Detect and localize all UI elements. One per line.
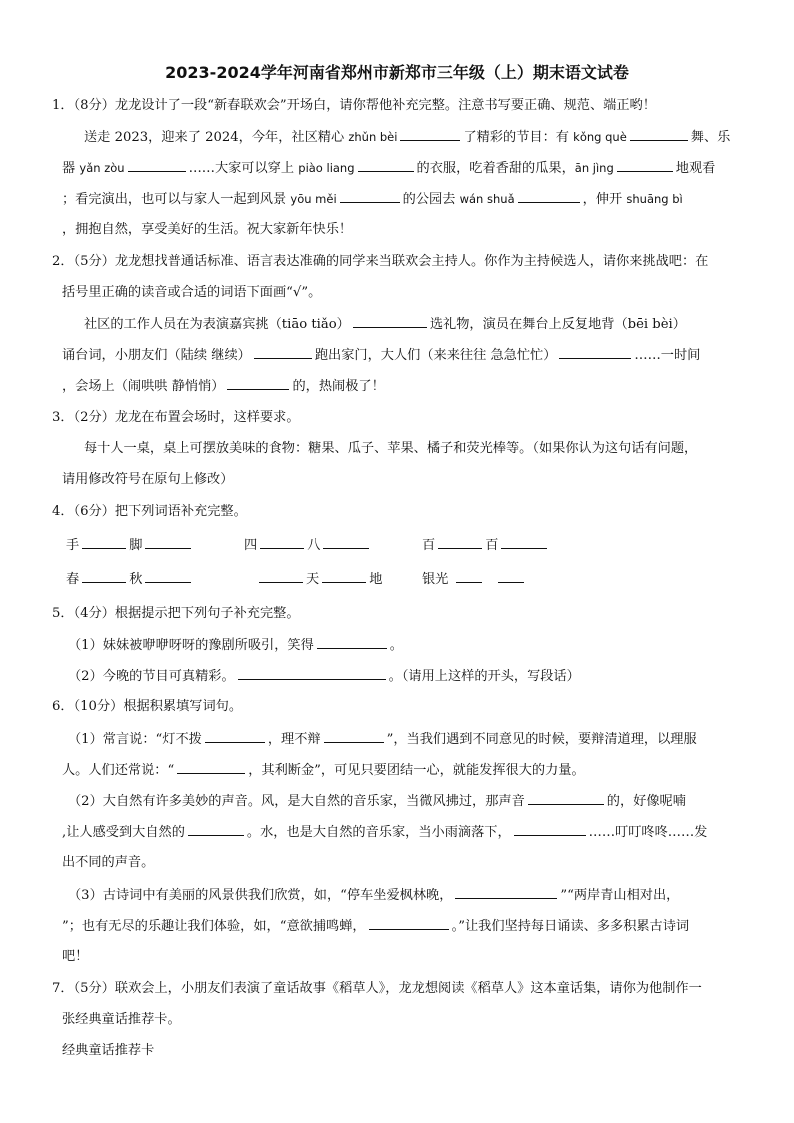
q1-line-3 [62, 190, 683, 209]
q6-part2-line2 [62, 823, 707, 842]
answer-blank[interactable] [259, 570, 303, 583]
q6-text: ”，当我们遇到不同意见的时候，要辩清道理，以理服 [386, 732, 697, 747]
q3-heading: 3．（2分）龙龙在布置会场时，这样要求。 [52, 410, 300, 425]
answer-blank[interactable] [324, 730, 384, 743]
answer-blank[interactable] [188, 823, 244, 836]
q2-text: 社区的工作人员在为表演嘉宾挑（tiāo tiǎo） [84, 317, 350, 332]
idiom-silver-light [422, 570, 527, 589]
answer-blank[interactable] [145, 570, 191, 583]
q6-part3-line2 [62, 917, 689, 936]
answer-blank[interactable] [358, 159, 414, 172]
q1-line-1 [84, 128, 730, 147]
q6-text: （1）常言说：“灯不拨 [68, 732, 202, 747]
answer-blank[interactable] [559, 346, 631, 359]
q5-text: 。（请用上这样的开头，写段话） [388, 669, 580, 684]
q2-line-1 [84, 315, 686, 334]
pinyin-zhunbei: zhǔn bèi [348, 130, 398, 144]
pinyin-piaoliang: piào liang [298, 161, 355, 175]
q1-text: 的衣服，吃着香甜的瓜果， [416, 161, 575, 176]
answer-blank[interactable] [238, 667, 386, 680]
idiom-char: 脚 [129, 538, 143, 553]
q5-line-2 [68, 667, 580, 686]
idiom-hand-foot [66, 536, 194, 555]
q6-text: ，理不辩 [267, 732, 321, 747]
q3-line-1: 每十人一桌，桌上可摆放美味的食物：糖果、瓜子、苹果、橘子和荧光棒等。（如果你认为这句话有问题， [84, 441, 698, 456]
pinyin-yanzou: yǎn zòu [79, 161, 125, 175]
q1-line-4: ，拥抱自然，享受美好的生活。祝大家新年快乐！ [62, 222, 353, 237]
q2-line-2 [62, 346, 700, 365]
q6-text: ,让人感受到大自然的 [62, 825, 185, 840]
answer-blank[interactable] [82, 570, 126, 583]
answer-blank[interactable] [353, 315, 427, 328]
q6-text: （2）大自然有许多美妙的声音。风，是大自然的音乐家，当微风拂过，那声音 [68, 794, 525, 809]
q1-text: 地观看 [675, 161, 716, 176]
q7-heading-2: 张经典童话推荐卡。 [62, 1012, 181, 1027]
q2-text: 选礼物，演员在舞台上反复地背（bēi bèi） [429, 317, 686, 332]
answer-blank[interactable] [227, 377, 289, 390]
q6-part2-line1 [68, 792, 686, 811]
answer-blank[interactable] [528, 792, 604, 805]
idiom-char: 银光 [422, 572, 449, 587]
q2-text: ，会场上（闹哄哄 静悄悄） [62, 379, 225, 394]
q2-text: 诵台词，小朋友们（陆续 继续） [62, 348, 251, 363]
answer-blank[interactable] [145, 536, 191, 549]
q7-heading: 7．（5分）联欢会上，小朋友们表演了童话故事《稻草人》，龙龙想阅读《稻草人》这本童话集，请你为他制作一 [52, 981, 702, 996]
q6-part2-line3: 出不同的声音。 [62, 855, 155, 870]
idiom-char: 百 [485, 538, 499, 553]
answer-blank[interactable] [455, 886, 557, 899]
q1-text: 送走 2023，迎来了 2024，今年，社区精心 [84, 130, 349, 145]
q6-text: 的，好像呢喃 [606, 794, 686, 809]
q2-heading: 2．（5分）龙龙想找普通话标准、语言表达准确的同学来当联欢会主持人。你作为主持候选人，请你来挑战吧：在 [52, 254, 709, 269]
idiom-char: 百 [422, 538, 436, 553]
q1-text: ，伸开 [582, 192, 627, 207]
q6-text: ”“两岸青山相对出， [560, 888, 680, 903]
answer-blank[interactable] [518, 190, 580, 203]
q1-text: 器 [62, 161, 80, 176]
q6-text: （3）古诗词中有美丽的风景供我们欣赏，如，“停车坐爱枫林晚， [68, 888, 453, 903]
pinyin-anjing: ān jìng [574, 161, 614, 175]
idiom-char: 四 [244, 538, 258, 553]
q5-text: 。 [389, 638, 403, 653]
q6-part1-line2 [62, 761, 585, 780]
idiom-char: 八 [307, 538, 321, 553]
idiom-spring-autumn [66, 570, 194, 589]
idiom-four-eight [244, 536, 372, 555]
pinyin-kongque: kǒng què [573, 130, 627, 144]
q6-text: 。”让我们坚持每日诵读、多多积累古诗词 [451, 919, 690, 934]
q1-text: 舞、乐 [690, 130, 731, 145]
idiom-hundred-hundred [422, 536, 550, 555]
answer-blank[interactable] [369, 917, 449, 930]
q5-text: （2）今晚的节目可真精彩。 [68, 669, 235, 684]
q1-heading: 1．（8分）龙龙设计了一段“新春联欢会”开场白，请你帮他补充完整。注意书写要正确、规范、端正哟！ [52, 98, 656, 113]
q1-text: ……大家可以穿上 [188, 161, 299, 176]
pinyin-shuangbi: shuāng bì [626, 192, 683, 206]
q6-heading: 6．（10分）根据积累填写词句。 [52, 699, 243, 714]
answer-blank[interactable] [514, 823, 586, 836]
q6-part3-line3: 吧！ [62, 949, 89, 964]
q6-part3-line1 [68, 886, 679, 905]
answer-blank[interactable] [438, 536, 482, 549]
q6-text: 人。人们还常说：“ [62, 763, 175, 778]
exam-title: 2023-2024学年河南省郑州市新郑市三年级（上）期末语文试卷 [165, 63, 629, 82]
recommendation-card-title: 经典童话推荐卡 [62, 1043, 155, 1058]
q6-text: ……叮叮咚咚……发 [588, 825, 708, 840]
idiom-char: 秋 [129, 572, 143, 587]
answer-blank[interactable] [317, 636, 387, 649]
q6-text: ”；也有无尽的乐趣让我们体验，如，“意欲捕鸣蝉， [62, 919, 366, 934]
answer-blank[interactable] [128, 159, 186, 172]
answer-blank[interactable] [617, 159, 673, 172]
q5-line-1 [68, 636, 403, 655]
idiom-char: 地 [369, 572, 383, 587]
idiom-char: 天 [306, 572, 320, 587]
q1-text: 了精彩的节目：有 [463, 130, 574, 145]
answer-blank[interactable] [260, 536, 304, 549]
q3-line-2: 请用修改符号在原句上修改） [62, 472, 234, 487]
q1-text: ；看完演出，也可以与家人一起到风景 [62, 192, 291, 207]
q6-part1-line1 [68, 730, 697, 749]
answer-blank[interactable] [630, 128, 688, 141]
pinyin-youmei: yōu měi [290, 192, 337, 206]
answer-blank[interactable] [498, 570, 524, 583]
answer-blank[interactable] [456, 570, 482, 583]
q6-text: 。水，也是大自然的音乐家，当小雨滴落下， [246, 825, 511, 840]
q2-text: 的，热闹极了！ [292, 379, 385, 394]
q2-line-3 [62, 377, 385, 396]
q2-text: 跑出家门，大人们（来来往往 急急忙忙） [314, 348, 557, 363]
answer-blank[interactable] [177, 761, 245, 774]
idiom-sky-earth [256, 570, 382, 589]
q2-text: ……一时间 [634, 348, 701, 363]
q1-line-2 [62, 159, 715, 178]
answer-blank[interactable] [205, 730, 265, 743]
q1-text: 的公园去 [402, 192, 460, 207]
q5-heading: 5．（4分）根据提示把下列句子补充完整。 [52, 606, 300, 621]
q2-heading-2: 括号里正确的读音或合适的词语下面画“√”。 [62, 285, 322, 300]
answer-blank[interactable] [82, 536, 126, 549]
answer-blank[interactable] [400, 128, 460, 141]
q5-text: （1）妹妹被咿咿呀呀的豫剧所吸引，笑得 [68, 638, 314, 653]
answer-blank[interactable] [254, 346, 312, 359]
q4-heading: 4．（6分）把下列词语补充完整。 [52, 504, 247, 519]
idiom-char: 手 [66, 538, 80, 553]
answer-blank[interactable] [501, 536, 547, 549]
q6-text: ，其利断金”，可见只要团结一心，就能发挥很大的力量。 [248, 763, 585, 778]
answer-blank[interactable] [323, 536, 369, 549]
idiom-char: 春 [66, 572, 80, 587]
answer-blank[interactable] [322, 570, 366, 583]
pinyin-wanshua: wán shuǎ [459, 192, 515, 206]
answer-blank[interactable] [340, 190, 400, 203]
